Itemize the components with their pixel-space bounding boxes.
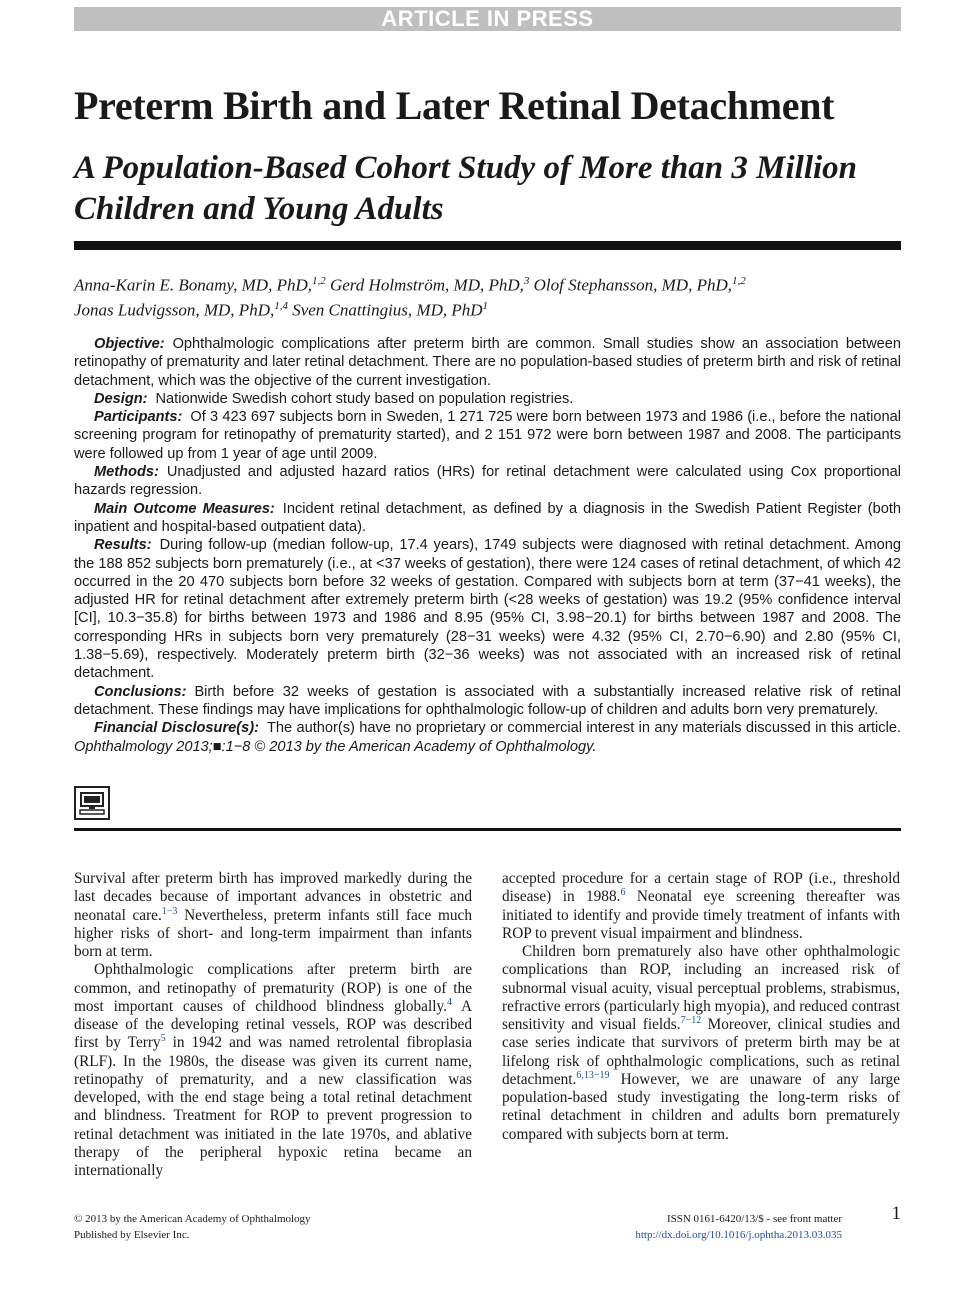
page-number: 1	[891, 1203, 901, 1224]
author-affiliation: 1	[482, 299, 489, 312]
article-title: Preterm Birth and Later Retinal Detachment	[74, 83, 835, 128]
paragraph-text: A disease of the developing retinal vessels, ROP was described first by Terry	[74, 997, 472, 1052]
article-in-press-banner: ARTICLE IN PRESS	[74, 7, 901, 31]
body-paragraph	[502, 943, 900, 1144]
section-label: Design:	[94, 390, 148, 407]
paragraph-text: Ophthalmologic complications after preterm birth are common, and retinopathy of prematurity (ROP) is one of the most important causes of childhood blindness globally.	[74, 961, 472, 1015]
paragraph-text: Moreover, clinical studies and case series indicate that survivors of preterm birth may be at lifelong risk of ophthalmologic complications, such as retinal detachment.	[502, 1016, 900, 1088]
section-label: Methods:	[94, 464, 159, 481]
footer-left	[74, 1211, 311, 1243]
section-text: Of 3 423 697 subjects born in Sweden, 1 271 725 were born between 1973 and 1986 (i.e., before the national screening program for retinopathy of prematurity started), and 2 151 972 were born between 1987 and 2008. The participants were followed up from 1 year of age until 2009.	[74, 409, 901, 462]
paragraph-text: in 1942 and was named retrolental fibroplasia (RLF). In the 1980s, the disease was given its current name, retinopathy of prematurity, and a new classification was developed, with the end stage being a total retinal detachment and blindness. Treatment for ROP to prevent progression to retinal detachment was initiated in the late 1970s, and ablative therapy of the peripheral hypoxic retina became an internationally	[74, 1034, 472, 1179]
section-label: Main Outcome Measures:	[94, 500, 275, 517]
reference-link[interactable]: 6	[620, 887, 626, 899]
author-name: Gerd Holmström, MD, PhD,	[329, 275, 524, 295]
title-rule	[74, 241, 901, 250]
section-text: Incident retinal detachment, as defined by a diagnosis in the Swedish Patient Register (both inpatient and hospital-based outpatient data).	[74, 500, 901, 535]
section-text: Ophthalmologic complications after preterm birth are common. Small studies show an association between retinopathy of prematurity and later retinal detachment. There are no population-based studies of preterm birth and risk of retinal detachment, which was the objective of the current investigation.	[74, 336, 901, 389]
abstract-rule	[74, 828, 901, 831]
body-paragraph	[502, 870, 900, 943]
body-paragraph	[74, 961, 472, 1180]
doi-link[interactable]: http://dx.doi.org/10.1016/j.ophtha.2013.03.035	[635, 1229, 842, 1241]
paragraph-text: However, we are unaware of any large population-based study investigating the long-term risks of retinal detachment in children and adults born prematurely compared with subjects born at term.	[502, 1070, 900, 1143]
author-name: Jonas Ludvigsson, MD, PhD,	[74, 300, 275, 320]
article-subtitle: A Population-Based Cohort Study of More than 3 Million Children and Young Adults	[74, 150, 858, 227]
issn-notice: ISSN 0161-6420/13/$ - see front matter	[666, 1213, 842, 1225]
section-label: Participants:	[94, 409, 183, 426]
section-label: Financial Disclosure(s):	[94, 720, 259, 737]
paragraph-text: Survival after preterm birth has improved markedly during the last decades because of important advances in obstetric and neonatal care.	[74, 870, 472, 924]
section-text: Nationwide Swedish cohort study based on population registries.	[155, 390, 574, 407]
computer-monitor-icon[interactable]	[74, 786, 110, 820]
author-affiliation: 1,4	[274, 299, 288, 312]
author-affiliation: 3	[523, 275, 530, 287]
paragraph-text: Neonatal eye screening thereafter was initiated to identify and provide timely treatment of infants with ROP to prevent visual impairment and blindness.	[502, 888, 900, 942]
abstract-objective	[74, 335, 901, 390]
abstract-outcome	[74, 500, 901, 537]
author-name: Sven Cnattingius, MD, PhD	[292, 300, 483, 320]
abstract-conclusions	[74, 683, 901, 720]
abstract-participants	[74, 408, 901, 463]
paragraph-text: Children born prematurely also have other ophthalmologic complications than ROP, including an increased risk of subnormal visual acuity, visual perceptual problems, strabismus, refractive errors (particularly high myopia), and reduced contrast sensitivity and visual fields.	[502, 943, 900, 1033]
footer-right	[560, 1211, 842, 1243]
body-column-left	[74, 870, 472, 1180]
body-column-right	[502, 870, 900, 1144]
section-text: The author(s) have no proprietary or commercial interest in any materials discussed in this article.	[266, 720, 901, 737]
reference-link[interactable]: 1−3	[161, 905, 178, 917]
author-name: Anna-Karin E. Bonamy, MD, PhD,	[74, 275, 312, 295]
section-label: Conclusions:	[94, 683, 187, 700]
publisher-notice: Published by Elsevier Inc.	[74, 1229, 190, 1241]
author-affiliation: 1,2	[731, 275, 746, 287]
section-label: Results:	[94, 537, 152, 554]
body-paragraph	[74, 870, 472, 961]
abstract-results	[74, 536, 901, 682]
reference-link[interactable]: 6,13−19	[576, 1069, 610, 1081]
author-name: Olof Stephansson, MD, PhD,	[533, 275, 732, 295]
copyright-notice: © 2013 by the American Academy of Ophthalmology	[74, 1213, 311, 1225]
section-text: Birth before 32 weeks of gestation is associated with a substantially increased relative risk of retinal detachment. These findings may have implications for ophthalmologic follow-up of children and adults born very prematurely.	[74, 683, 901, 718]
section-text: During follow-up (median follow-up, 17.4 years), 1749 subjects were diagnosed with retinal detachment. Among the 188 852 subjects born prematurely (i.e., at <37 weeks of gestation), there were 124 cases of retinal detachment, of which 42 occurred in the 20 470 subjects born before 32 weeks of gestation. Compared with subjects born at term (37−41 weeks), the adjusted HR for retinal detachment after extremely preterm birth (<28 weeks of gestation) was 19.2 (95% confidence interval [CI], 10.3−35.8) for births between 1973 and 1986 and 8.95 (95% CI, 3.98−20.1) for births between 1987 and 2008. The corresponding HRs in subjects born very prematurely (28−31 weeks) were 4.32 (95% CI, 2.70−6.90) and 2.80 (95% CI, 1.38−5.69), respectively. Moderately preterm birth (32−36 weeks) was not associated with an increased risk of retinal detachment.	[74, 537, 901, 682]
abstract-methods	[74, 463, 901, 500]
journal-citation: Ophthalmology 2013;■:1−8 © 2013 by the American Academy of Ophthalmology.	[74, 738, 597, 755]
paragraph-text: Nevertheless, preterm infants still face much higher risks of short- and long-term impairment than infants born at term.	[74, 906, 472, 960]
author-list	[74, 271, 901, 320]
section-label: Objective:	[94, 336, 165, 352]
reference-link[interactable]: 7−12	[680, 1014, 702, 1026]
abstract-design	[74, 390, 901, 408]
abstract-disclosure	[74, 719, 901, 756]
reference-link[interactable]: 5	[160, 1033, 166, 1045]
reference-link[interactable]: 4	[446, 996, 452, 1008]
paragraph-text: accepted procedure for a certain stage of ROP (i.e., threshold disease) in 1988.	[502, 870, 900, 906]
author-affiliation: 1,2	[311, 275, 326, 287]
section-text: Unadjusted and adjusted hazard ratios (HRs) for retinal detachment were calculated using Cox proportional hazards regression.	[74, 464, 901, 499]
abstract	[74, 335, 901, 756]
